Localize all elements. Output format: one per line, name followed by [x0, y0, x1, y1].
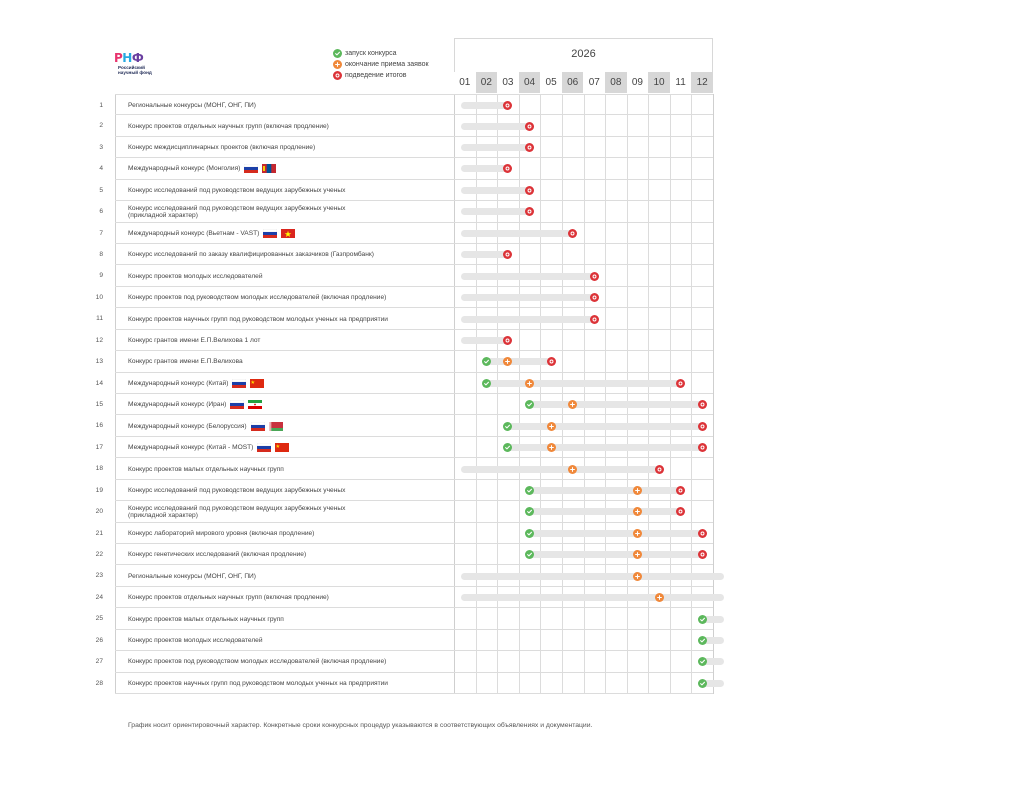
row-number: 15 — [95, 401, 103, 409]
month-11: 11 — [670, 72, 692, 93]
legend-label-end-accept: окончание приема заявок — [345, 61, 429, 68]
row-label-text: Конкурс исследований под руководством ведущих зарубежных ученых (прикладной характер) — [128, 204, 346, 219]
logo-letter-r: Р — [114, 51, 123, 65]
schedule-row — [95, 373, 713, 394]
row-label-text: Конкурс проектов научных групп под руководством молодых ученых на предприятии — [128, 679, 388, 687]
row-label-text: Конкурс исследований по заказу квалифицированных заказчиков (Газпромбанк) — [128, 251, 374, 259]
row-label — [128, 244, 448, 265]
plus-icon — [633, 529, 642, 538]
plus-icon — [547, 443, 556, 452]
check-icon — [482, 357, 491, 366]
row-number: 28 — [95, 679, 103, 687]
row-number: 22 — [95, 551, 103, 559]
legend-item-results — [333, 70, 429, 81]
check-icon — [525, 486, 534, 495]
month-12: 12 — [691, 72, 713, 93]
row-label — [128, 115, 448, 136]
row-number: 16 — [95, 422, 103, 430]
row-label — [128, 287, 448, 308]
circle-icon — [503, 101, 512, 110]
ru-flag — [251, 422, 265, 431]
timeline-bar — [461, 123, 530, 130]
schedule-row — [95, 587, 713, 608]
row-label-text: Конкурс проектов отдельных научных групп (включая продление) — [128, 122, 329, 130]
row-number: 2 — [99, 122, 103, 130]
check-icon — [698, 657, 707, 666]
timeline-bar — [461, 187, 530, 194]
row-number: 19 — [95, 486, 103, 494]
month-02: 02 — [476, 72, 498, 93]
row-number: 4 — [99, 165, 103, 173]
row-label-text: Конкурс исследований под руководством ведущих зарубежных ученых — [128, 186, 346, 194]
schedule-row — [96, 308, 713, 329]
row-label — [128, 265, 448, 286]
legend — [333, 48, 429, 81]
plus-icon — [503, 357, 512, 366]
row-label — [128, 180, 448, 201]
row-label — [128, 523, 448, 544]
timeline-bar — [461, 294, 594, 301]
logo-subtitle — [118, 65, 166, 76]
logo-letter-n: Н — [122, 51, 132, 65]
row-label — [128, 201, 448, 222]
row-label — [128, 608, 448, 629]
row-number: 3 — [99, 143, 103, 151]
row-label-text: Конкурс исследований под руководством ведущих зарубежных ученых (прикладной характер) — [128, 504, 346, 519]
timeline-bar — [461, 144, 530, 151]
logo-mark — [114, 52, 143, 64]
cn-flag — [275, 443, 289, 452]
timeline-bar — [530, 530, 703, 537]
row-label — [128, 330, 448, 351]
row-label-text: Международный конкурс (Китай) — [128, 379, 229, 387]
row-number: 18 — [95, 465, 103, 473]
circle-icon — [698, 529, 707, 538]
circle-icon — [698, 422, 707, 431]
row-label-text: Международный конкурс (Китай - MOST) — [128, 444, 254, 452]
schedule-row — [99, 265, 713, 286]
timeline-bar — [461, 230, 573, 237]
check-icon — [333, 49, 342, 58]
row-label-text: Международный конкурс (Вьетнам - VAST) — [128, 229, 260, 237]
circle-icon — [655, 465, 664, 474]
legend-label-results: подведение итогов — [345, 72, 407, 79]
logo-subtitle-line2: научный фонд — [118, 70, 152, 76]
ir-flag — [248, 400, 262, 409]
row-number: 7 — [99, 229, 103, 237]
schedule-row — [99, 223, 713, 244]
row-label — [128, 415, 448, 436]
timeline-bar — [461, 208, 530, 215]
circle-icon — [547, 357, 556, 366]
circle-icon — [676, 507, 685, 516]
circle-icon — [503, 164, 512, 173]
month-05: 05 — [540, 72, 562, 93]
check-icon — [525, 529, 534, 538]
circle-icon — [525, 122, 534, 131]
by-flag — [269, 422, 283, 431]
schedule-row — [95, 673, 713, 694]
plus-icon — [568, 465, 577, 474]
circle-icon — [503, 250, 512, 259]
schedule-row — [95, 330, 713, 351]
check-icon — [698, 636, 707, 645]
circle-icon — [698, 443, 707, 452]
schedule-row — [99, 244, 713, 265]
row-number: 27 — [95, 658, 103, 666]
row-number: 25 — [95, 615, 103, 623]
check-icon — [482, 379, 491, 388]
timeline-bar — [461, 337, 508, 344]
row-label-text: Конкурс проектов молодых исследователей — [128, 272, 263, 280]
row-number: 24 — [95, 593, 103, 601]
schedule-row — [95, 287, 713, 308]
row-label-text: Конкурс проектов малых отдельных научных групп — [128, 465, 284, 473]
row-label-text: Конкурс проектов молодых исследователей — [128, 636, 263, 644]
schedule-row — [95, 544, 713, 565]
plus-icon — [633, 507, 642, 516]
row-label — [128, 351, 448, 372]
row-label — [128, 544, 448, 565]
check-icon — [698, 615, 707, 624]
row-number: 10 — [95, 293, 103, 301]
row-label — [128, 673, 448, 694]
schedule-row — [95, 651, 713, 672]
footnote: График носит ориентировочный характер. Конкретные сроки конкурсных процедур указываются в соответствующих объявлениях и документации. — [128, 722, 593, 729]
year-header — [454, 38, 713, 72]
row-label-text: Конкурс проектов научных групп под руководством молодых ученых на предприятии — [128, 315, 388, 323]
circle-icon — [698, 400, 707, 409]
schedule-row — [95, 523, 713, 544]
check-icon — [698, 679, 707, 688]
row-label — [128, 137, 448, 158]
timeline-bar — [530, 551, 703, 558]
check-icon — [525, 550, 534, 559]
row-number: 17 — [95, 443, 103, 451]
check-icon — [525, 400, 534, 409]
row-label — [128, 158, 448, 179]
month-10: 10 — [648, 72, 670, 93]
circle-icon — [333, 71, 342, 80]
schedule-row — [99, 115, 713, 136]
check-icon — [503, 443, 512, 452]
row-label — [128, 394, 448, 415]
row-number: 6 — [99, 208, 103, 216]
row-label — [128, 501, 448, 522]
plus-icon — [547, 422, 556, 431]
row-number: 20 — [95, 508, 103, 516]
schedule-row — [95, 351, 713, 372]
plus-icon — [333, 60, 342, 69]
logo-subtitle-line1: Российский — [118, 65, 145, 70]
row-number: 26 — [95, 636, 103, 644]
schedule-row — [99, 201, 713, 222]
circle-icon — [590, 315, 599, 324]
schedule-row — [95, 608, 713, 629]
month-01: 01 — [454, 72, 476, 93]
row-label-text: Международный конкурс (Монголия) — [128, 165, 241, 173]
row-label-text: Конкурс грантов имени Е.П.Велихова 1 лот — [128, 336, 261, 344]
circle-icon — [525, 186, 534, 195]
ru-flag — [263, 229, 277, 238]
schedule-row — [95, 565, 713, 586]
month-04: 04 — [519, 72, 541, 93]
timeline-bar — [486, 380, 680, 387]
schedule-row — [95, 415, 713, 436]
plus-icon — [633, 486, 642, 495]
row-number: 1 — [99, 102, 103, 109]
row-label — [128, 480, 448, 501]
plus-icon — [655, 593, 664, 602]
plus-icon — [568, 400, 577, 409]
mn-flag — [262, 164, 276, 173]
plus-icon — [633, 572, 642, 581]
timeline-bar — [461, 594, 724, 601]
row-label — [128, 308, 448, 329]
row-label — [128, 437, 448, 458]
month-03: 03 — [497, 72, 519, 93]
row-label — [128, 223, 448, 244]
timeline-bar — [461, 466, 659, 473]
row-number: 13 — [95, 358, 103, 366]
check-icon — [525, 507, 534, 516]
circle-icon — [698, 550, 707, 559]
ru-flag — [257, 443, 271, 452]
legend-item-start — [333, 48, 429, 59]
row-number: 23 — [95, 572, 103, 580]
plus-icon — [525, 379, 534, 388]
row-label — [128, 587, 448, 608]
month-header — [454, 72, 713, 93]
row-label — [128, 630, 448, 651]
timeline-bar — [461, 102, 508, 109]
row-label-text: Конкурс грантов имени Е.П.Велихова — [128, 358, 243, 366]
row-label — [128, 458, 448, 479]
row-number: 5 — [99, 186, 103, 194]
timeline-bar — [461, 251, 508, 258]
timeline-bar — [530, 508, 681, 515]
schedule-row — [95, 501, 713, 522]
timeline-bar — [461, 165, 508, 172]
row-label-text: Конкурс проектов под руководством молодых исследователей (включая продление) — [128, 658, 387, 666]
circle-icon — [590, 272, 599, 281]
schedule-row — [99, 137, 713, 158]
row-number: 11 — [96, 315, 103, 323]
schedule-row — [95, 480, 713, 501]
month-08: 08 — [605, 72, 627, 93]
legend-label-start: запуск конкурса — [345, 50, 397, 57]
row-label-text: Региональные конкурсы (МОНГ, ОНГ, ПИ) — [128, 572, 256, 580]
row-label — [128, 95, 448, 116]
schedule-row — [99, 94, 713, 115]
schedule-row — [99, 180, 713, 201]
row-label-text: Конкурс проектов под руководством молодых исследователей (включая продление) — [128, 294, 387, 302]
row-label-text: Региональные конкурсы (МОНГ, ОНГ, ПИ) — [128, 102, 256, 110]
year-label: 2026 — [571, 48, 596, 60]
circle-icon — [676, 379, 685, 388]
month-07: 07 — [584, 72, 606, 93]
timeline-bar — [530, 401, 703, 408]
row-label-text: Международный конкурс (Иран) — [128, 401, 227, 409]
circle-icon — [676, 486, 685, 495]
circle-icon — [525, 207, 534, 216]
rnf-logo — [114, 52, 164, 82]
row-number: 8 — [99, 251, 103, 258]
month-06: 06 — [562, 72, 584, 93]
schedule-row — [95, 437, 713, 458]
row-label-text: Конкурс лабораторий мирового уровня (включая продление) — [128, 529, 315, 537]
timeline-bar — [508, 423, 702, 430]
ru-flag — [232, 379, 246, 388]
grid-line — [713, 94, 714, 694]
row-label — [128, 565, 448, 586]
schedule-grid — [95, 94, 713, 694]
row-label-text: Конкурс исследований под руководством ведущих зарубежных ученых — [128, 486, 346, 494]
schedule-row — [95, 458, 713, 479]
cn-flag — [250, 379, 264, 388]
schedule-row — [95, 630, 713, 651]
row-label — [128, 651, 448, 672]
logo-letter-f: Ф — [131, 51, 144, 65]
circle-icon — [568, 229, 577, 238]
circle-icon — [590, 293, 599, 302]
schedule-row — [95, 394, 713, 415]
timeline-bar — [508, 444, 702, 451]
row-number: 12 — [95, 336, 103, 344]
check-icon — [503, 422, 512, 431]
circle-icon — [503, 336, 512, 345]
ru-flag — [230, 400, 244, 409]
row-number: 9 — [99, 272, 103, 280]
row-label-text: Конкурс междисциплинарных проектов (включая продление) — [128, 144, 316, 152]
timeline-bar — [461, 273, 594, 280]
circle-icon — [525, 143, 534, 152]
timeline-bar — [486, 358, 551, 365]
row-label-text: Конкурс проектов малых отдельных научных групп — [128, 615, 284, 623]
legend-item-end-accept — [333, 59, 429, 70]
row-number: 14 — [95, 379, 103, 387]
timeline-bar — [530, 487, 681, 494]
row-label-text: Конкурс генетических исследований (включая продление) — [128, 551, 307, 559]
row-label-text: Конкурс проектов отдельных научных групп (включая продление) — [128, 594, 329, 602]
vn-flag — [281, 229, 295, 238]
month-09: 09 — [627, 72, 649, 93]
row-number: 21 — [95, 529, 103, 537]
ru-flag — [244, 164, 258, 173]
row-label — [128, 373, 448, 394]
timeline-bar — [461, 316, 594, 323]
schedule-row — [99, 158, 713, 179]
row-label-text: Международный конкурс (Белоруссия) — [128, 422, 247, 430]
timeline-bar — [461, 573, 724, 580]
plus-icon — [633, 550, 642, 559]
